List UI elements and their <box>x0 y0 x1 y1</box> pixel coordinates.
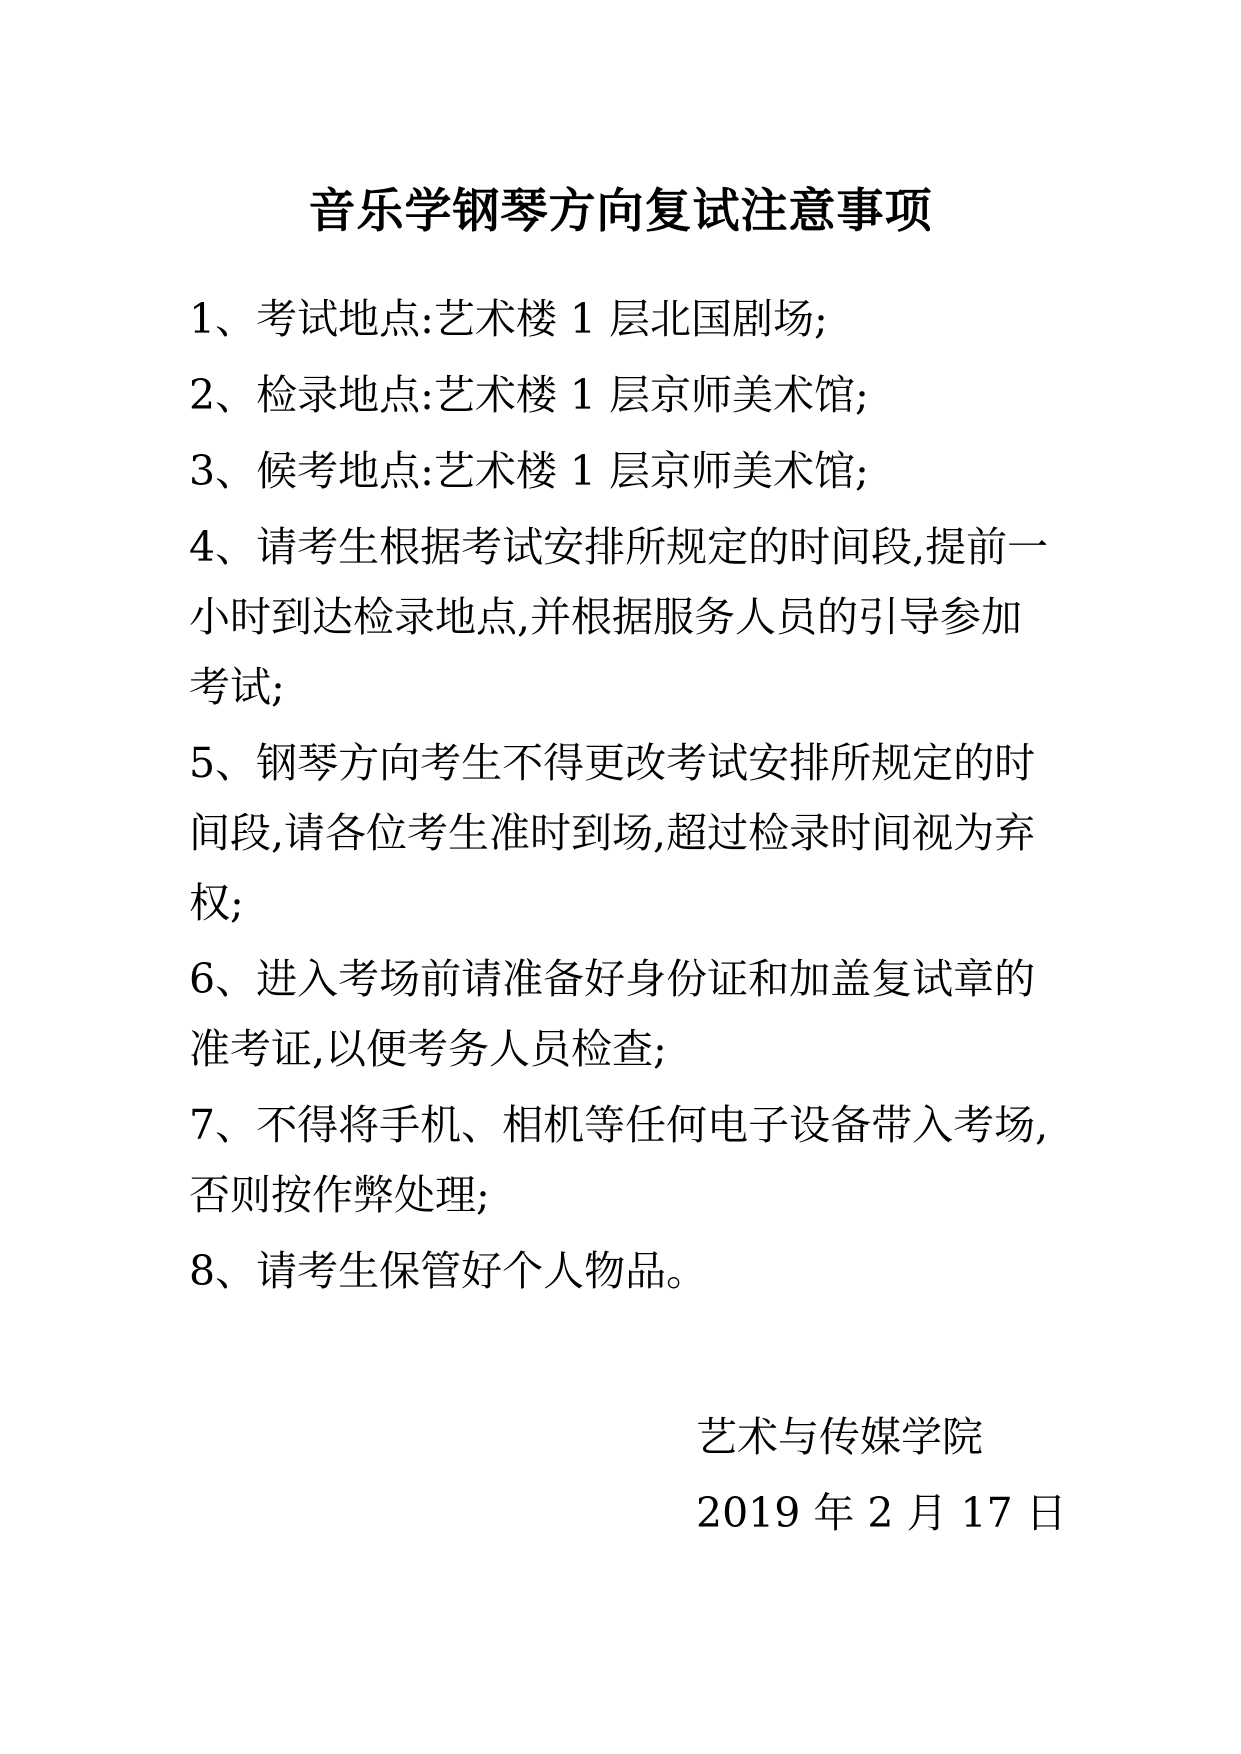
document-title: 音乐学钢琴方向复试注意事项 <box>308 184 933 239</box>
notice-item-5: 5、钢琴方向考生不得更改考试安排所规定的时间段,请各位考生准时到场,超过检录时间视为弃权; <box>189 739 1036 927</box>
notice-item-4: 4、请考生根据考试安排所规定的时间段,提前一小时到达检录地点,并根据服务人员的引导参加考试; <box>189 523 1049 711</box>
issue-date: 2019 年 2 月 17 日 <box>696 1489 1067 1537</box>
notice-item-1: 1、考试地点:艺术楼 1 层北国剧场; <box>189 295 828 343</box>
notice-item-8: 8、请考生保管好个人物品。 <box>189 1247 708 1295</box>
signature-block <box>696 1402 1196 1554</box>
notice-item-2: 2、检录地点:艺术楼 1 层京师美术馆; <box>189 371 869 419</box>
notice-item-3: 3、候考地点:艺术楼 1 层京师美术馆; <box>189 447 869 495</box>
notice-item-7: 7、不得将手机、相机等任何电子设备带入考场,否则按作弊处理; <box>189 1101 1049 1219</box>
notice-list <box>189 284 1059 1312</box>
issuing-organization: 艺术与传媒学院 <box>696 1413 983 1461</box>
notice-item-6: 6、进入考场前请准备好身份证和加盖复试章的准考证,以便考务人员检查; <box>189 955 1036 1073</box>
